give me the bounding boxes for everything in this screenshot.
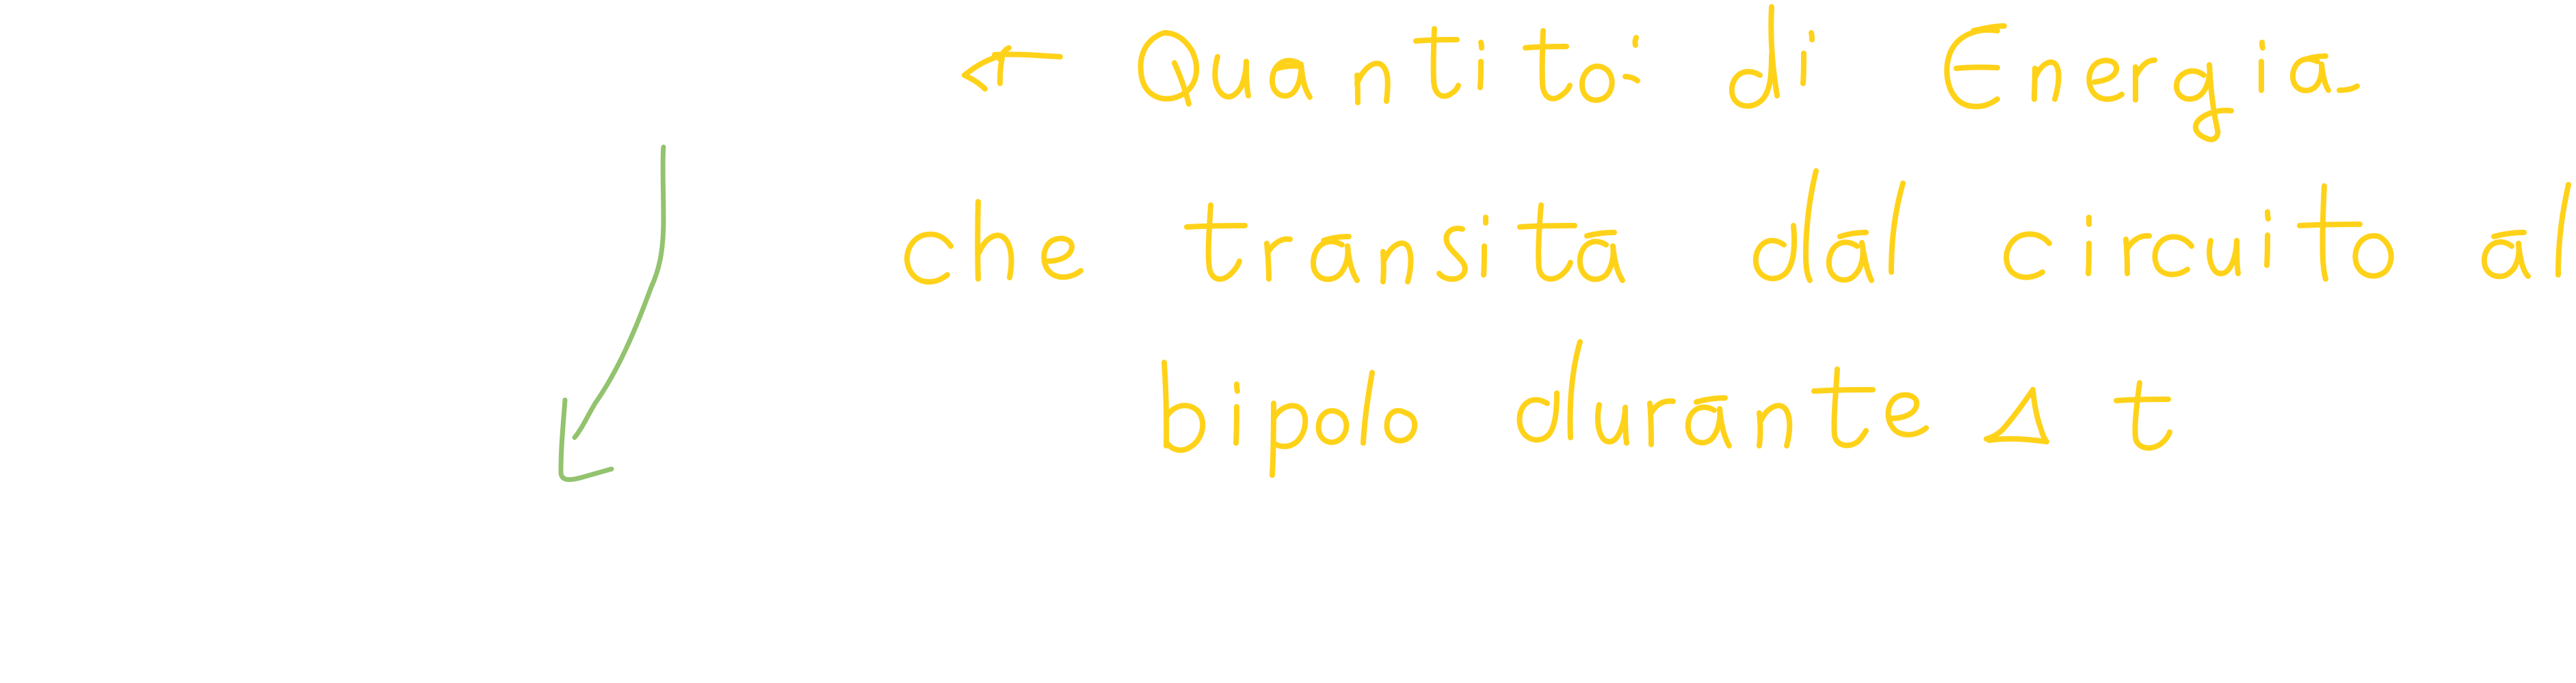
curved-arrow: [561, 147, 663, 479]
handwritten-text-strokes: [907, 7, 2568, 475]
curved-arrow-head: [561, 400, 612, 479]
handwritten-line-3: [1164, 342, 2170, 475]
handwritten-line-2: [907, 171, 2568, 282]
handwritten-line-1: [964, 7, 2357, 139]
curved-arrow-shaft: [575, 147, 663, 438]
